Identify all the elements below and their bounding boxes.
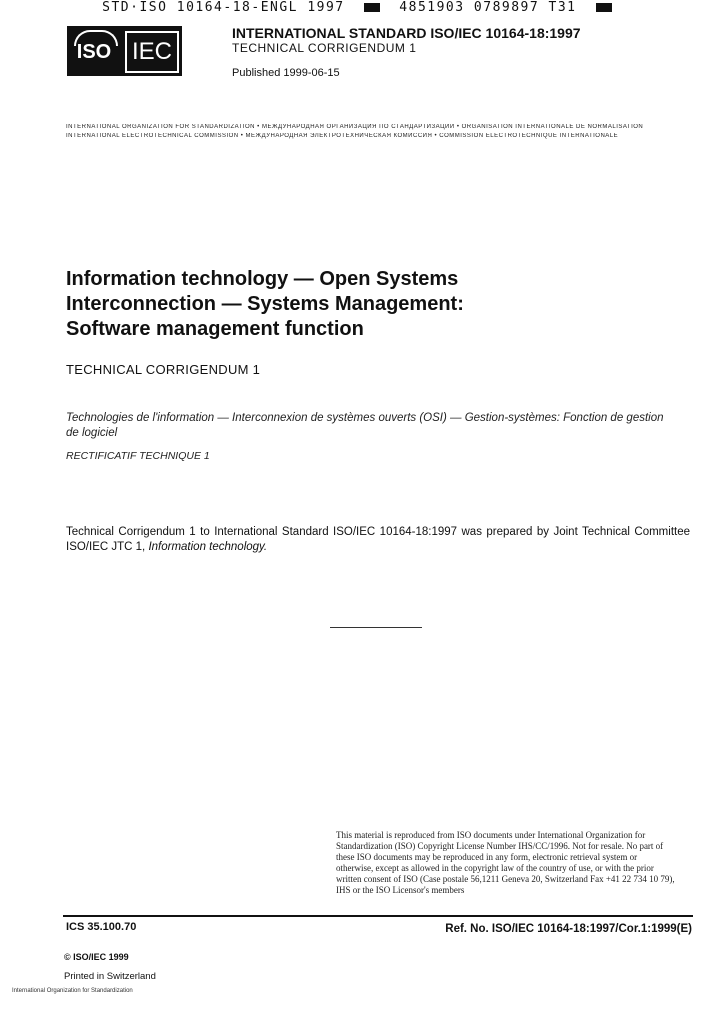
credit-line: International Organization for Standardization <box>12 988 133 994</box>
document-code-header <box>0 0 724 15</box>
copyright-notice: This material is reproduced from ISO documents under International Organization for Standardization (ISO) Copyright License Number IHS/CC/1996. Not for resale. No part of these ISO documents may be reproduced in any form, electronic retrieval system or otherwise, except as allowed in the copyright law of the country of use, or with the prior written consent of ISO (Case postale 56,1211 Geneva 20, Switzerland Fax +41 22 734 10 79), IHS or the ISO Licensor's members <box>336 830 675 895</box>
paragraph-text: Technical Corrigendum 1 to International Standard ISO/IEC 10164-18:1997 was prepared by Joint Technical Committee ISO/IEC JTC 1, <box>66 526 690 553</box>
code-right: 4851903 0789897 T31 <box>399 0 577 15</box>
title-line: Software management function <box>66 318 364 340</box>
preparation-paragraph <box>66 525 690 555</box>
french-title: Technologies de l'information — Interconnexion de systèmes ouverts (OSI) — Gestion-systèmes: Fonction de gestion de logiciel <box>66 412 664 439</box>
bar-mark <box>596 3 612 12</box>
standard-title: INTERNATIONAL STANDARD ISO/IEC 10164-18:1997 <box>232 25 581 41</box>
footer-rule <box>63 915 693 917</box>
title-line: Information technology — Open Systems <box>66 268 459 290</box>
ics-code: ICS 35.100.70 <box>66 921 137 933</box>
reference-number: Ref. No. ISO/IEC 10164-18:1997/Cor.1:1999(E) <box>445 923 692 935</box>
iso-logo-text: ISO <box>76 41 112 63</box>
divider <box>330 627 422 628</box>
french-corrigendum-label: RECTIFICATIF TECHNIQUE 1 <box>66 450 210 462</box>
paragraph-italic: Information technology. <box>148 541 268 553</box>
title-line: Interconnection — Systems Management: <box>66 293 464 315</box>
published-date: Published 1999-06-15 <box>232 67 340 79</box>
document-title <box>66 267 626 342</box>
iso-iec-logo <box>67 26 182 76</box>
organization-line-1: INTERNATIONAL ORGANIZATION FOR STANDARDIZATION • МЕЖДУНАРОДНАЯ ОРГАНИЗАЦИЯ ПО СТАНДАРТИЗАЦИИ • ORGANISATION INTERNATIONALE DE NORMALISATION <box>66 124 644 130</box>
code-left: STD·ISO 10164-18-ENGL 1997 <box>102 0 345 15</box>
organization-line-2: INTERNATIONAL ELECTROTECHNICAL COMMISSION • МЕЖДУНАРОДНАЯ ЭЛЕКТРОТЕХНИЧЕСКАЯ КОМИССИЯ • COMMISSION ELECTROTECHNIQUE INTERNATIONALE <box>66 133 619 139</box>
standard-subtitle: TECHNICAL CORRIGENDUM 1 <box>232 41 417 55</box>
iec-logo: IEC <box>125 31 179 73</box>
copyright-line: © ISO/IEC 1999 <box>64 952 129 962</box>
globe-arc-icon <box>74 30 118 46</box>
bar-mark <box>364 3 380 12</box>
technical-corrigendum-label: TECHNICAL CORRIGENDUM 1 <box>66 362 261 377</box>
printed-in: Printed in Switzerland <box>64 971 156 982</box>
iso-logo <box>70 34 118 70</box>
